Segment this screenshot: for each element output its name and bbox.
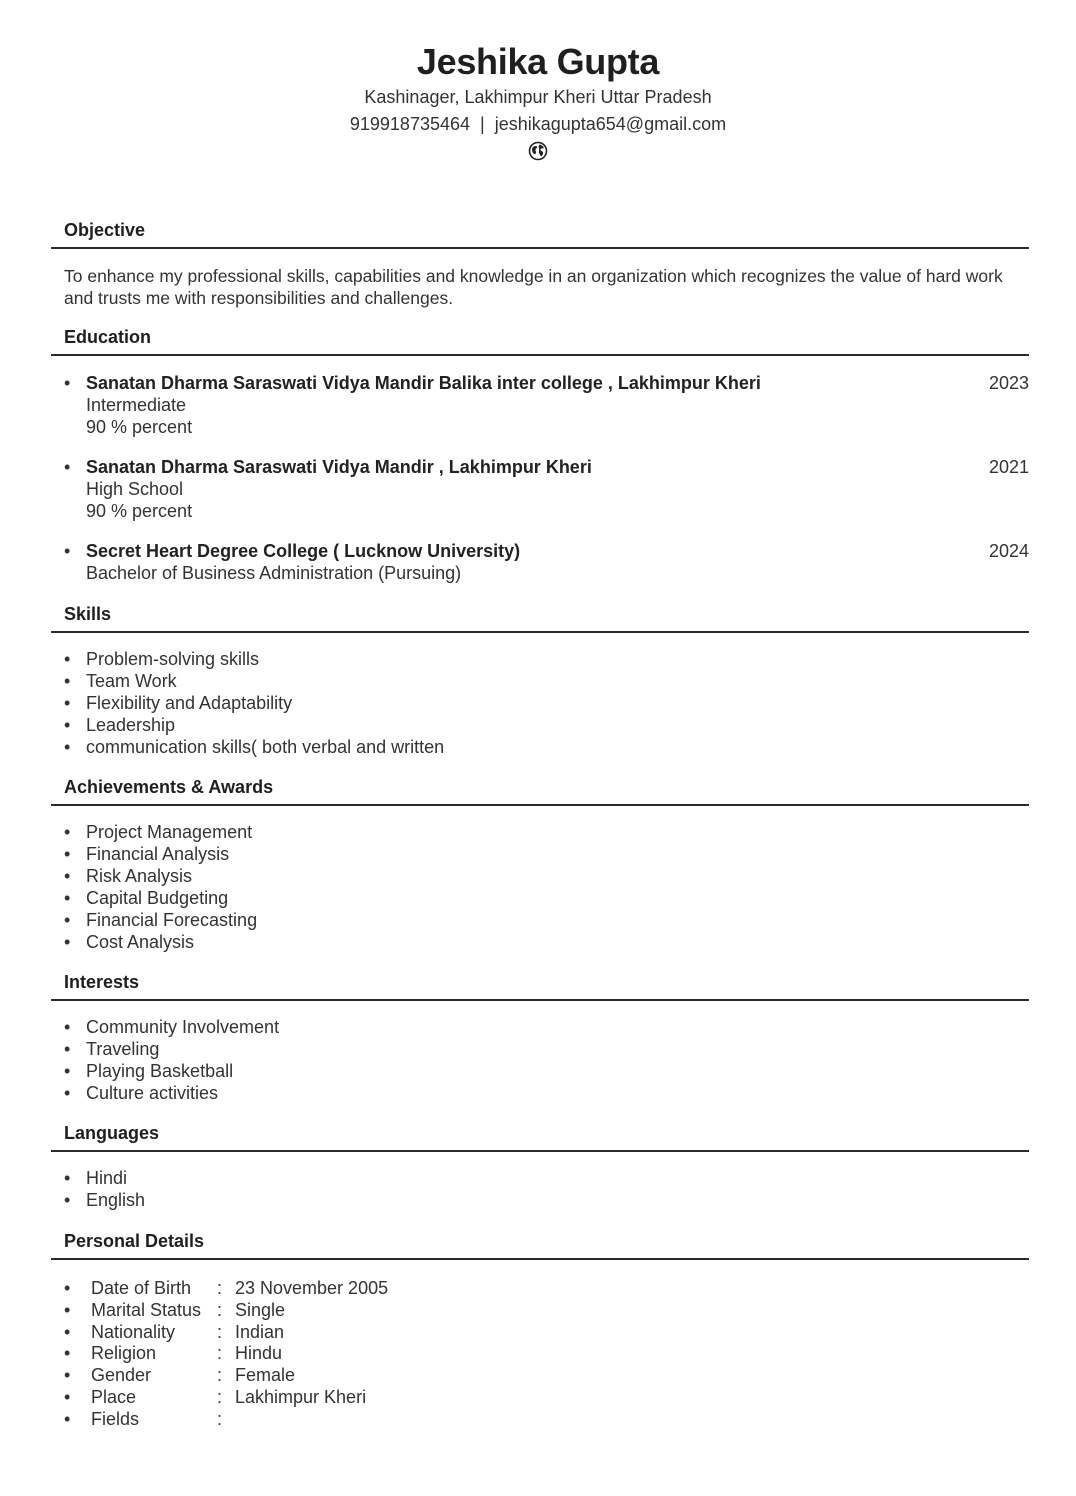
- detail-value: Hindu: [235, 1343, 283, 1364]
- list-item: • Capital Budgeting: [64, 887, 1029, 909]
- detail-value: Single: [235, 1299, 286, 1320]
- education-detail: Bachelor of Business Administration (Pursuing): [86, 563, 462, 583]
- detail-label: Marital Status: [91, 1299, 202, 1320]
- personal-detail-row: [64, 1278, 1029, 1300]
- globe-icon: [528, 141, 548, 161]
- interests-list: [51, 1016, 1029, 1104]
- objective-text: To enhance my professional skills, capabilities and knowledge in an organization which recognizes the value of hard work and trusts me with responsibilities and challenges.: [64, 266, 1003, 308]
- list-item: • English: [64, 1189, 1029, 1211]
- list-item: • Flexibility and Adaptability: [64, 692, 1029, 714]
- education-detail: 90 % percent: [86, 501, 193, 521]
- languages-title: Languages: [64, 1123, 160, 1143]
- skills-list: [51, 648, 1029, 758]
- list-item: • Financial Analysis: [64, 843, 1029, 865]
- detail-colon: :: [217, 1321, 223, 1342]
- school-name: • Sanatan Dharma Saraswati Vidya Mandir , Lakhimpur Kheri: [86, 457, 592, 477]
- list-item: • Team Work: [64, 670, 1029, 692]
- education-item: [51, 372, 1029, 438]
- interests-title: Interests: [64, 972, 140, 992]
- detail-colon: :: [217, 1278, 223, 1298]
- section-divider: [51, 354, 1029, 356]
- personal-detail-row: [64, 1387, 1029, 1409]
- section-divider: [51, 1258, 1029, 1260]
- education-detail: Intermediate: [86, 395, 187, 415]
- email-address: jeshikagupta654@gmail.com: [494, 114, 727, 134]
- personal-detail-row: [64, 1322, 1029, 1344]
- education-item: [51, 540, 1029, 584]
- languages-section: [51, 1121, 1029, 1211]
- objective-section: [51, 218, 1029, 309]
- interests-section: [51, 970, 1029, 1104]
- personal-detail-row: [64, 1343, 1029, 1365]
- detail-colon: :: [217, 1343, 223, 1364]
- school-name: • Sanatan Dharma Saraswati Vidya Mandir Balika inter college , Lakhimpur Kheri: [86, 373, 761, 393]
- detail-value: 23 November 2005: [235, 1278, 389, 1298]
- education-year: 2023: [988, 373, 1029, 393]
- achievements-list: [51, 821, 1029, 953]
- education-list: [51, 372, 1029, 584]
- personal-detail-row: [64, 1300, 1029, 1322]
- education-section: [51, 325, 1029, 602]
- resume-header: [0, 40, 1076, 166]
- detail-label: Religion: [91, 1343, 157, 1364]
- detail-label: Date of Birth: [91, 1278, 192, 1298]
- list-item: • Community Involvement: [64, 1016, 1029, 1038]
- list-item: • Culture activities: [64, 1082, 1029, 1104]
- section-divider: [51, 804, 1029, 806]
- detail-label: Place: [91, 1386, 137, 1407]
- list-item: • Cost Analysis: [64, 931, 1029, 953]
- achievements-title: Achievements & Awards: [64, 777, 274, 797]
- achievements-section: [51, 775, 1029, 953]
- section-divider: [51, 247, 1029, 249]
- education-item: [51, 456, 1029, 522]
- list-item: • Problem-solving skills: [64, 648, 1029, 670]
- personal-details-section: [51, 1229, 1029, 1431]
- education-detail: High School: [86, 479, 184, 499]
- education-year: 2021: [988, 457, 1029, 477]
- detail-label: Gender: [91, 1365, 152, 1386]
- list-item: • Financial Forecasting: [64, 909, 1029, 931]
- detail-colon: :: [217, 1408, 223, 1429]
- list-item: • Risk Analysis: [64, 865, 1029, 887]
- list-item: • communication skills( both verbal and written: [64, 736, 1029, 758]
- detail-value: Indian: [235, 1321, 285, 1342]
- personal-details-list: [51, 1278, 1029, 1431]
- objective-title: Objective: [64, 220, 146, 240]
- contact-line: [0, 111, 1076, 138]
- personal-detail-row: [64, 1365, 1029, 1387]
- list-item: • Hindi: [64, 1167, 1029, 1189]
- list-item: • Traveling: [64, 1038, 1029, 1060]
- languages-list: [51, 1167, 1029, 1211]
- candidate-name: Jeshika Gupta: [416, 41, 660, 82]
- list-item: • Project Management: [64, 821, 1029, 843]
- list-item: • Leadership: [64, 714, 1029, 736]
- detail-value: Lakhimpur Kheri: [235, 1386, 367, 1407]
- detail-colon: :: [217, 1299, 223, 1320]
- personal-details-title: Personal Details: [64, 1231, 205, 1251]
- phone-number: 919918735464: [349, 114, 471, 134]
- section-divider: [51, 999, 1029, 1001]
- school-name: • Secret Heart Degree College ( Lucknow University): [86, 541, 521, 561]
- skills-section: [51, 602, 1029, 758]
- section-divider: [51, 1150, 1029, 1152]
- section-divider: [51, 631, 1029, 633]
- list-item: • Playing Basketball: [64, 1060, 1029, 1082]
- detail-value: Female: [235, 1365, 296, 1386]
- contact-separator: |: [480, 114, 485, 134]
- education-title: Education: [64, 327, 152, 347]
- detail-label: Fields: [91, 1408, 140, 1429]
- detail-colon: :: [217, 1386, 223, 1407]
- detail-colon: :: [217, 1365, 223, 1386]
- detail-label: Nationality: [91, 1321, 176, 1342]
- personal-detail-row: [64, 1409, 1029, 1431]
- candidate-address: Kashinager, Lakhimpur Kheri Uttar Pradesh: [364, 87, 712, 107]
- education-year: 2024: [988, 541, 1029, 561]
- education-detail: 90 % percent: [86, 417, 193, 437]
- skills-title: Skills: [64, 604, 112, 624]
